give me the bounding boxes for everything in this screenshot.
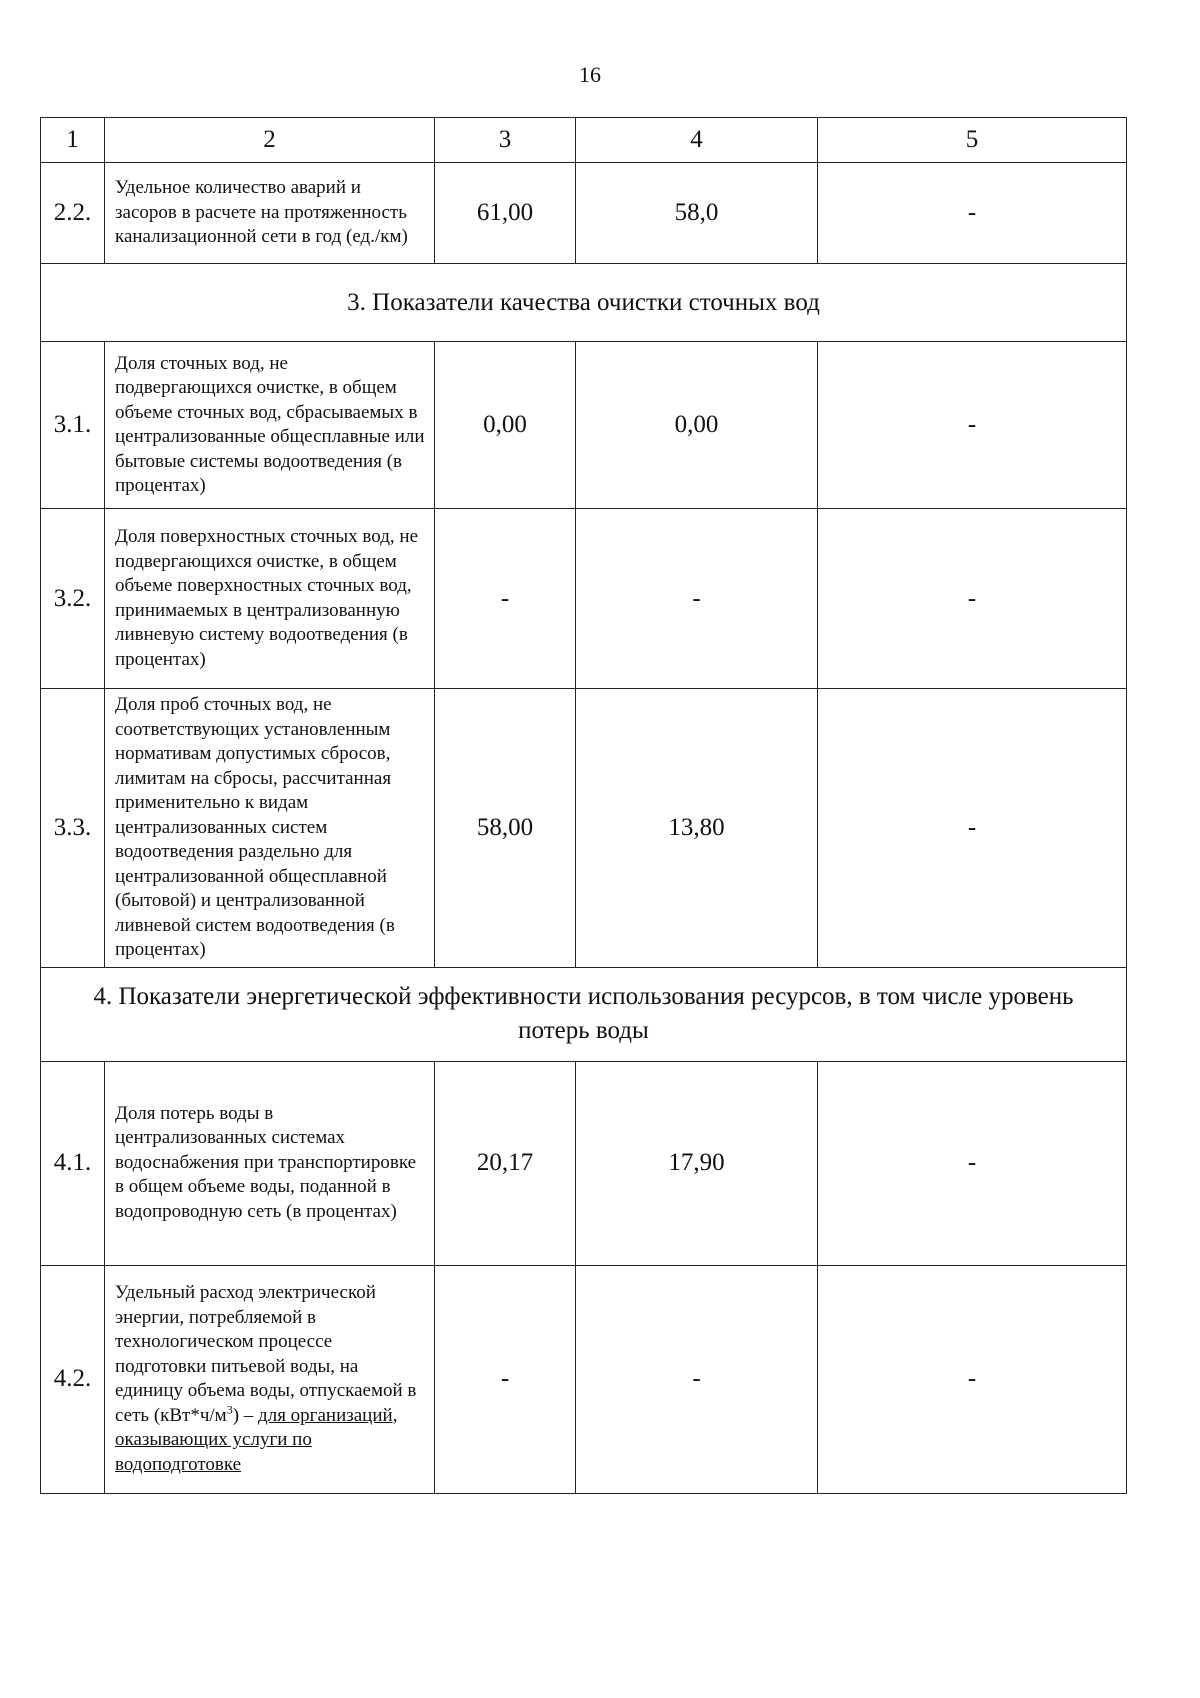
row-description: Доля поверхностных сточных вод, не подвергающихся очистке, в общем объеме поверхностных сточных вод, принимаемых в централизованную ливневую систему водоотведения (в процентах)	[105, 509, 435, 689]
value-cell: 13,80	[576, 689, 818, 968]
row-number: 3.1.	[41, 342, 105, 509]
table-row	[41, 509, 1127, 689]
table-row	[41, 689, 1127, 968]
description-text: ) –	[232, 1404, 259, 1426]
value-cell: 61,00	[435, 163, 576, 264]
row-description: Доля потерь воды в централизованных системах водоснабжения при транспортировке в общем объеме воды, поданной в водопроводную сеть (в процентах)	[105, 1061, 435, 1265]
value-cell: -	[576, 509, 818, 689]
value-cell: 58,00	[435, 689, 576, 968]
column-header: 1	[41, 118, 105, 163]
value-cell: -	[818, 163, 1127, 264]
value-cell: -	[818, 1061, 1127, 1265]
value-cell: 20,17	[435, 1061, 576, 1265]
page-number: 16	[579, 62, 601, 87]
row-number: 3.2.	[41, 509, 105, 689]
row-number: 4.1.	[41, 1061, 105, 1265]
section-row	[41, 967, 1127, 1061]
row-number: 3.3.	[41, 689, 105, 968]
section-row	[41, 264, 1127, 342]
value-cell: 0,00	[435, 342, 576, 509]
value-cell: 58,0	[576, 163, 818, 264]
column-header: 4	[576, 118, 818, 163]
value-cell: -	[818, 342, 1127, 509]
table-row	[41, 342, 1127, 509]
value-cell: -	[818, 1265, 1127, 1493]
table-row	[41, 163, 1127, 264]
column-header: 3	[435, 118, 576, 163]
underlined-note: для организаций, оказывающих услуги по водоподготовке	[115, 1404, 398, 1475]
description-text: Удельный расход электрической энергии, потребляемой в технологическом процессе подготовки питьевой воды, на единицу объема воды, отпускаемой в сеть (кВт*ч/м	[115, 1282, 417, 1426]
table-header-row	[41, 118, 1127, 163]
table-row	[41, 1061, 1127, 1265]
table-row	[41, 1265, 1127, 1493]
section-title: 4. Показатели энергетической эффективности использования ресурсов, в том числе уровень потерь воды	[41, 967, 1127, 1061]
value-cell: -	[818, 689, 1127, 968]
column-header: 2	[105, 118, 435, 163]
indicators-table	[40, 117, 1127, 1494]
row-description: Доля сточных вод, не подвергающихся очистке, в общем объеме сточных вод, сбрасываемых в централизованные общесплавные или бытовые системы водоотведения (в процентах)	[105, 342, 435, 509]
value-cell: -	[435, 509, 576, 689]
row-description: Доля проб сточных вод, не соответствующих установленным нормативам допустимых сбросов, лимитам на сбросы, рассчитанная применительно к видам централизованных систем водоотведения раздельно для централизованной общесплавной (бытовой) и централизованной ливневой систем водоотведения (в процентах)	[105, 689, 435, 968]
column-header: 5	[818, 118, 1127, 163]
section-title: 3. Показатели качества очистки сточных вод	[41, 264, 1127, 342]
value-cell: 17,90	[576, 1061, 818, 1265]
row-number: 4.2.	[41, 1265, 105, 1493]
value-cell: -	[435, 1265, 576, 1493]
row-description: Удельное количество аварий и засоров в расчете на протяженность канализационной сети в год (ед./км)	[105, 163, 435, 264]
value-cell: 0,00	[576, 342, 818, 509]
value-cell: -	[818, 509, 1127, 689]
row-description	[105, 1265, 435, 1493]
row-number: 2.2.	[41, 163, 105, 264]
superscript: 3	[226, 1402, 233, 1417]
value-cell: -	[576, 1265, 818, 1493]
